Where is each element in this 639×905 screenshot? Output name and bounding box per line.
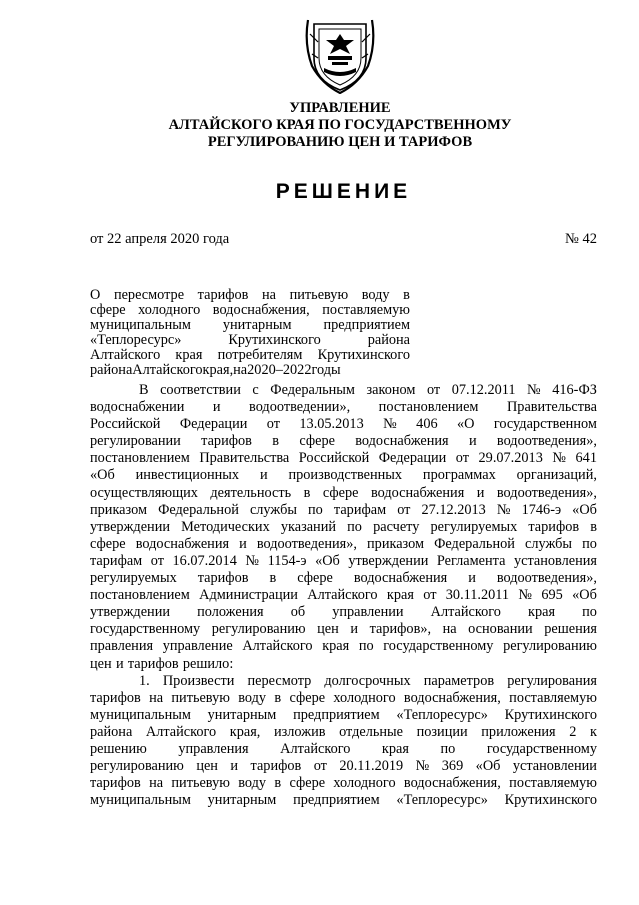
word: В [139,382,149,398]
word: и [468,433,477,450]
body-line [90,724,597,741]
subject-line [90,288,410,303]
word: утверждении [348,552,429,569]
body-line [90,399,597,416]
word: отдельные [339,723,403,740]
word: изложив [273,723,326,740]
word: цен [196,758,218,775]
word: 29.07.2013 [478,450,543,467]
word: в [274,689,282,706]
body-line [90,741,597,758]
word: водоснабжения [353,570,448,587]
word: муниципальным [90,706,191,723]
word: водоснабжения, [212,302,310,318]
word: 16.07.2014 [172,552,237,569]
word: Алтайского [307,587,378,604]
word: приложения [481,723,556,740]
word: от [455,450,470,467]
word: тарифов [197,570,249,587]
word: 07.12.2011 [451,382,516,398]
word: холодного [138,302,201,318]
authority-line-1: УПРАВЛЕНИЕ [289,100,391,116]
word: Администрации [199,587,298,604]
body-line [90,433,597,450]
word: тарифам [333,501,387,518]
word: по [358,638,374,655]
word: государственному [90,621,201,638]
word: на [149,775,164,792]
word: 641 [575,450,597,467]
word: водоснабжения [135,535,230,552]
decision-subject [90,288,410,378]
word: от [150,552,164,569]
word: постановлением [90,450,190,467]
word: потребителям [217,347,303,363]
word: унитарным [207,706,277,723]
word: тарифов [528,518,580,535]
word: и [476,484,485,501]
word: по [308,501,323,518]
word: Российской [90,416,161,433]
word: питьевую [289,287,349,303]
word: воду [238,775,267,792]
word: муниципальным [90,317,191,333]
word: в [274,775,282,792]
word: водоотведении», [249,399,351,416]
body-line [90,536,597,553]
word: 369 [441,758,464,775]
body-line [90,519,597,536]
word: регулированию [211,621,306,638]
word: 27.12.2013 [421,501,486,518]
word: водоотведения», [496,433,597,450]
word: и [212,399,221,416]
word: Крутихинского [504,706,597,723]
word: инвестиционных [135,467,240,484]
word: Методических [181,518,270,535]
word: «Теплоресурс» [90,332,182,348]
word: решило: [182,655,234,672]
word: утверждении [90,518,171,535]
word: сфере [90,535,126,552]
word: питьевую [171,775,230,792]
word: и [350,621,359,638]
word: 416-ФЗ [552,382,597,398]
word: сфере [289,775,326,792]
word: Произвести [162,672,235,689]
word: О [90,287,101,303]
word: Правительства [199,450,290,467]
word: № [518,587,533,604]
word: № [245,552,260,569]
body-line [90,690,597,707]
word: основании [468,621,533,638]
word: по [582,604,597,621]
word: регулированию [90,758,184,775]
word: Федерации [378,450,447,467]
body-line [90,416,597,433]
word: расчету [373,518,420,535]
word: поставляемую [509,689,597,706]
word: Алтайского [242,638,313,655]
word: утверждении [90,604,171,621]
word: в [590,518,597,535]
word: управления [178,740,249,757]
word: края, [229,723,261,740]
word: муниципальным [90,792,191,809]
word: 2 [569,723,577,740]
word: 695 [541,587,563,604]
subject-line [90,303,410,318]
word: края, [202,362,234,378]
word: унитарным [207,792,277,809]
word: законом [366,382,416,398]
document-title: РЕШЕНИЕ [275,180,412,203]
word: долгосрочных [324,672,411,689]
word: холодного [333,775,396,792]
word: тарифов [127,655,179,672]
word: Алтайского [132,362,203,378]
word: приказом [90,501,148,518]
word: об [290,604,306,621]
word: на [262,287,277,303]
word: тарифам [90,552,143,569]
word: в [403,287,410,303]
word: холодного [333,689,396,706]
body-line [90,621,597,638]
word: 1. [139,672,150,689]
document-date: от 22 апреля 2020 года [90,231,230,247]
word: «Теплоресурс» [396,792,488,809]
word: от [426,382,441,398]
word: водоснабжения [355,433,449,450]
word: к [589,723,597,740]
body-line [90,485,597,502]
word: цен [90,655,112,672]
word: позиции [416,723,468,740]
body-line [90,792,597,809]
word: тарифов [197,287,249,303]
word: установлении [512,758,597,775]
issuing-authority [80,100,600,151]
word: тарифов [90,775,141,792]
word: Алтайского [430,604,501,621]
word: предприятием [293,792,380,809]
body-line [90,707,597,724]
word: тарифов [250,758,302,775]
word: программах [422,467,496,484]
word: по [347,518,362,535]
word: Регламента [436,552,506,569]
word: постановлением [90,587,190,604]
word: указаний [280,518,337,535]
word: от [266,416,280,433]
coat-of-arms-emblem [300,14,380,94]
body-line [90,673,597,690]
word: 406 [416,416,438,433]
word: 1154-э [267,552,307,569]
word: Крутихинского [317,347,410,363]
word: цен [317,621,339,638]
body-line [90,502,597,519]
word: поставляемую [322,302,410,318]
word: пересмотре [113,287,185,303]
body-line [90,604,597,621]
word: регулируемых [430,518,518,535]
word: производственных [288,467,403,484]
word: «Об [315,552,340,569]
word: сфере [297,570,333,587]
word: водоснабжения [370,484,465,501]
word: 30.11.2011 [445,587,510,604]
word: Алтайского [145,723,217,740]
word: деятельность [210,484,292,501]
subject-line [90,363,410,378]
word: от [423,587,437,604]
word: на [233,362,248,378]
word: № [415,758,430,775]
word: сфере [90,302,126,318]
word: 13.05.2013 [299,416,364,433]
word: государственному [486,740,597,757]
word: воду [238,689,267,706]
word: и [115,655,124,672]
word: воду [361,287,390,303]
word: правления [90,638,154,655]
word: соответствии [160,382,241,398]
word: «Об [475,758,501,775]
word: предприятием [323,317,410,333]
word: службы [525,535,573,552]
word: Крутихинского [228,332,321,348]
word: 1746-э [521,501,562,518]
word: района [367,332,410,348]
word: питьевую [171,689,230,706]
word: № [383,416,397,433]
body-line [90,467,597,484]
word: государственном [493,416,597,433]
subject-line [90,318,410,333]
word: Федеральным [270,382,355,398]
body-line [90,638,597,655]
word: Федеральной [158,501,239,518]
word: водоотведения», [496,570,597,587]
word: Алтайского [90,347,161,363]
word: осуществляющих [90,484,198,501]
subject-line [90,348,410,363]
word: водоотведения», [256,535,357,552]
word: «Об [90,467,115,484]
word: регулируемых [90,570,177,587]
word: по [582,535,597,552]
word: водоснабжения, [403,775,501,792]
word: управлении [332,604,404,621]
word: на [442,621,457,638]
body-line [90,450,597,467]
word: тарифов», [369,621,432,638]
date-number-line [90,231,597,248]
word: с [252,382,259,398]
word: водоснабжения, [403,689,501,706]
decision-body [90,382,597,809]
word: от [313,758,327,775]
word: Федеральной [434,535,515,552]
word: организаций, [516,467,597,484]
word: сфере [299,433,335,450]
document-number: № 42 [565,231,597,247]
word: и [239,535,247,552]
word: края [528,604,556,621]
word: в [272,433,279,450]
body-line [90,758,597,775]
word: Алтайского [280,740,351,757]
word: управление [162,638,233,655]
word: водоотведения», [496,484,597,501]
word: края [381,740,409,757]
word: регулированию [503,638,597,655]
word: по [440,740,456,757]
word: унитарным [222,317,292,333]
word: положения [197,604,264,621]
word: приказом [367,535,425,552]
word: и [259,467,268,484]
word: от [397,501,411,518]
body-line [90,587,597,604]
word: решению [90,740,147,757]
word: Федерации [179,416,248,433]
word: края [175,347,203,363]
word: № [496,501,511,518]
word: и [468,570,476,587]
body-line [90,775,597,792]
word: 20.11.2019 [339,758,404,775]
word: и [230,758,239,775]
word: сфере [322,484,359,501]
word: тарифов [201,433,252,450]
authority-line-3: РЕГУЛИРОВАНИЮ ЦЕН И ТАРИФОВ [207,134,473,150]
word: района [90,723,133,740]
word: района [90,362,133,378]
word: края [322,638,350,655]
word: Крутихинского [504,792,597,809]
word: годы [311,362,341,378]
word: поставляемую [509,775,597,792]
word: в [269,570,277,587]
word: службы [249,501,297,518]
word: решения [544,621,597,638]
word: постановлением [378,399,479,416]
authority-line-2: АЛТАЙСКОГО КРАЯ ПО ГОСУДАРСТВЕННОМУ [168,117,512,133]
word: сфере [289,689,326,706]
word: № [552,450,567,467]
body-line [90,553,597,570]
word: регулировании [90,433,181,450]
word: на [149,689,164,706]
word: края [386,587,414,604]
word: установления [513,552,597,569]
word: «Теплоресурс» [396,706,488,723]
word: 2020–2022 [247,362,312,378]
word: № [527,382,541,398]
word: «Об [572,587,597,604]
word: водоснабжении [90,399,185,416]
word: в [303,484,311,501]
word: пересмотр [247,672,312,689]
word: тарифов [90,689,141,706]
word: «О [457,416,475,433]
body-line [90,382,597,399]
word: регулирования [507,672,597,689]
subject-line [90,333,410,348]
word: предприятием [293,706,380,723]
word: государственному [383,638,494,655]
word: Правительства [506,399,597,416]
word: «Об [572,501,597,518]
word: параметров [423,672,495,689]
body-line [90,570,597,587]
body-line [90,656,597,673]
word: Российской [298,450,370,467]
